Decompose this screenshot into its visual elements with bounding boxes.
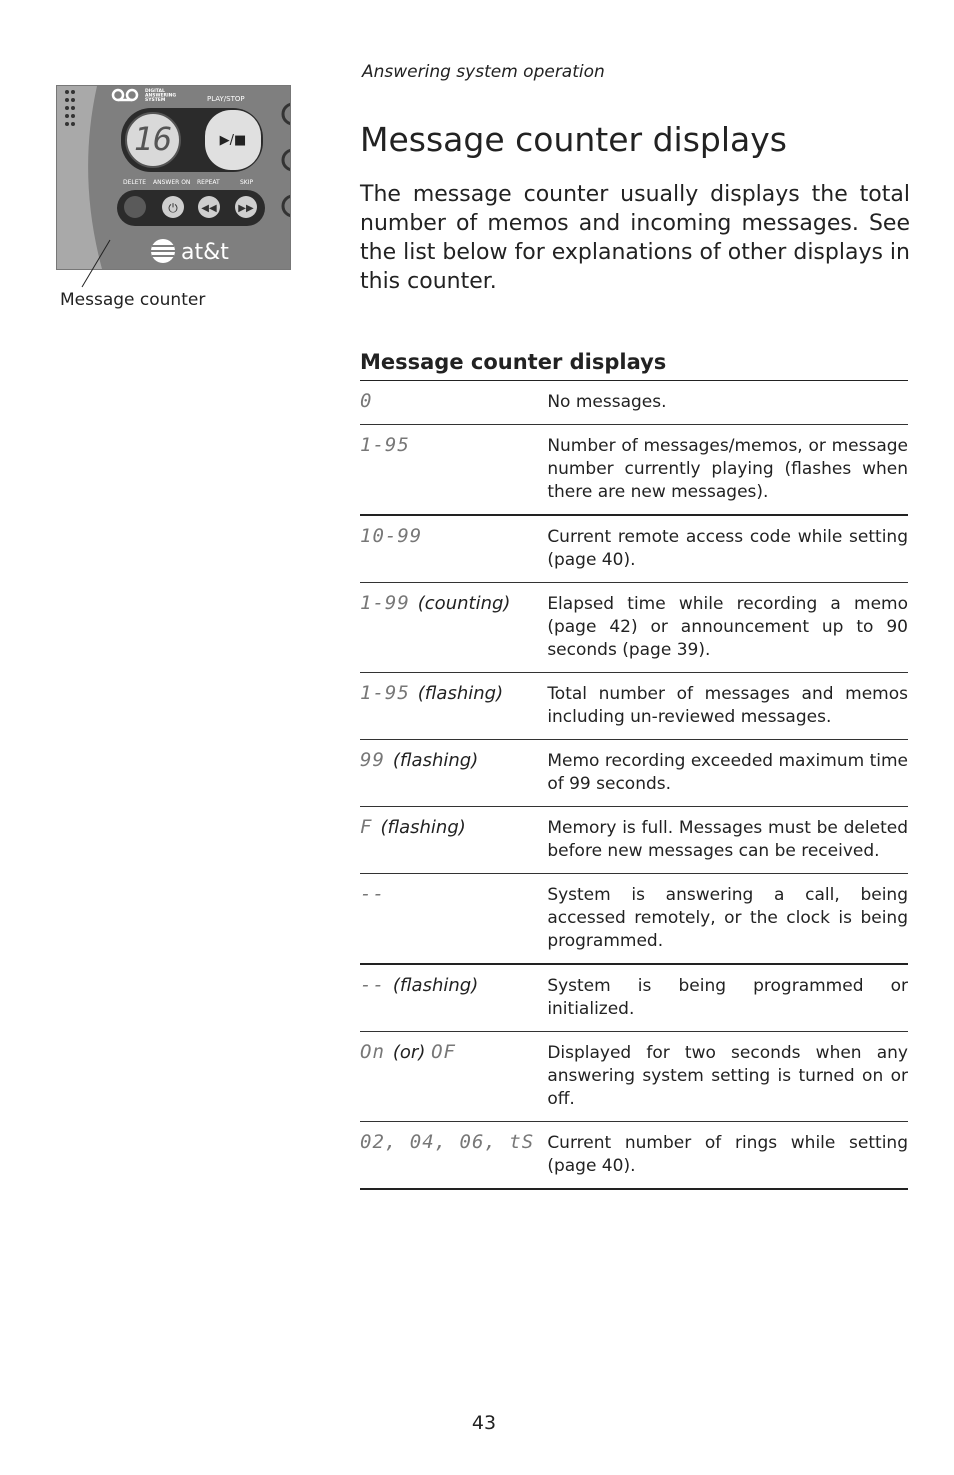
counter-digits: 16 bbox=[133, 120, 173, 158]
description-cell: System is being programmed or initialized. bbox=[547, 976, 908, 1019]
description-cell: Memory is full. Messages must be deleted before new messages can be received. bbox=[547, 818, 908, 861]
display-note: (counting) bbox=[417, 593, 511, 614]
figure-caption: Message counter bbox=[60, 290, 206, 310]
play-stop-icon: ▶/■ bbox=[219, 133, 247, 148]
das-label: DIGITAL bbox=[145, 89, 165, 94]
answer-on-label: ANSWER ON bbox=[153, 179, 191, 186]
display-code-cell bbox=[360, 583, 547, 672]
display-code: On bbox=[360, 1041, 385, 1063]
display-code: F bbox=[360, 816, 373, 838]
table-row bbox=[360, 516, 908, 583]
power-icon: ⏻ bbox=[168, 201, 178, 215]
intro-paragraph: The message counter usually displays the total number of memos and incoming messages. See the list below for explanations of other displays in this counter. bbox=[360, 182, 910, 294]
description-cell: No messages. bbox=[547, 392, 667, 412]
display-code: -- bbox=[360, 974, 385, 996]
display-note: (flashing) bbox=[392, 975, 479, 996]
display-code-cell bbox=[360, 874, 547, 963]
display-code: 02, 04, 06, tS bbox=[360, 1131, 535, 1153]
page-title: Message counter displays bbox=[360, 120, 787, 159]
description-cell: Elapsed time while recording a memo (page 42) or announcement up to 90 seconds (page 39). bbox=[547, 594, 908, 660]
display-code-cell bbox=[360, 516, 547, 582]
table-row bbox=[360, 807, 908, 874]
table-row bbox=[360, 381, 908, 425]
display-code: 1-95 bbox=[360, 682, 410, 704]
display-code-cell bbox=[360, 740, 547, 806]
display-code-cell bbox=[360, 807, 547, 873]
table-row bbox=[360, 1032, 908, 1122]
display-code-cell bbox=[360, 381, 547, 424]
table-row bbox=[360, 673, 908, 740]
att-logo-text: at&t bbox=[181, 240, 229, 265]
table-row bbox=[360, 1122, 908, 1188]
svg-text:SYSTEM: SYSTEM bbox=[145, 98, 166, 103]
rewind-icon: ◀◀ bbox=[201, 203, 217, 214]
display-note: (flashing) bbox=[380, 817, 466, 838]
display-code: 99 bbox=[360, 749, 385, 771]
display-code-cell bbox=[360, 425, 547, 514]
message-counter-table bbox=[360, 380, 908, 1190]
repeat-label: REPEAT bbox=[197, 179, 220, 186]
display-code: -- bbox=[360, 883, 385, 905]
table-row bbox=[360, 965, 908, 1032]
display-code: 10-99 bbox=[360, 525, 423, 547]
skip-label: SKIP bbox=[240, 179, 254, 186]
display-code-cell bbox=[360, 1032, 547, 1121]
table-row bbox=[360, 425, 908, 516]
play-stop-label: PLAY/STOP bbox=[207, 95, 245, 103]
callout-line bbox=[0, 0, 954, 300]
table-row bbox=[360, 583, 908, 673]
display-note: (or) bbox=[392, 1042, 426, 1063]
display-code-cell bbox=[360, 1122, 547, 1188]
table-row bbox=[360, 740, 908, 807]
display-note: (flashing) bbox=[392, 750, 479, 771]
display-code-cell bbox=[360, 965, 547, 1031]
description-cell: Current remote access code while setting (page 40). bbox=[547, 527, 908, 570]
display-note: (flashing) bbox=[417, 683, 504, 704]
delete-label: DELETE bbox=[123, 179, 147, 186]
svg-text:ANSWERING: ANSWERING bbox=[145, 93, 177, 99]
description-cell: Displayed for two seconds when any answering system setting is turned on or off. bbox=[547, 1043, 908, 1109]
fast-forward-icon: ▶▶ bbox=[238, 203, 254, 214]
description-cell: Current number of rings while setting (page 40). bbox=[547, 1133, 908, 1176]
description-cell: System is answering a call, being accessed remotely, or the clock is being programmed. bbox=[547, 885, 908, 951]
description-cell: Number of messages/memos, or message number currently playing (flashes when there are new messages). bbox=[547, 436, 908, 502]
table-row bbox=[360, 874, 908, 965]
page-number: 43 bbox=[471, 1412, 497, 1434]
display-code: 1-99 bbox=[360, 592, 410, 614]
table-heading: Message counter displays bbox=[360, 350, 667, 374]
display-code-cell bbox=[360, 673, 547, 739]
display-code: 1-95 bbox=[360, 434, 410, 456]
display-code-alt: OF bbox=[431, 1041, 456, 1063]
display-code: 0 bbox=[360, 390, 373, 412]
description-cell: Total number of messages and memos including un-reviewed messages. bbox=[547, 684, 908, 727]
running-header: Answering system operation bbox=[362, 62, 605, 82]
description-cell: Memo recording exceeded maximum time of 99 seconds. bbox=[547, 751, 908, 794]
